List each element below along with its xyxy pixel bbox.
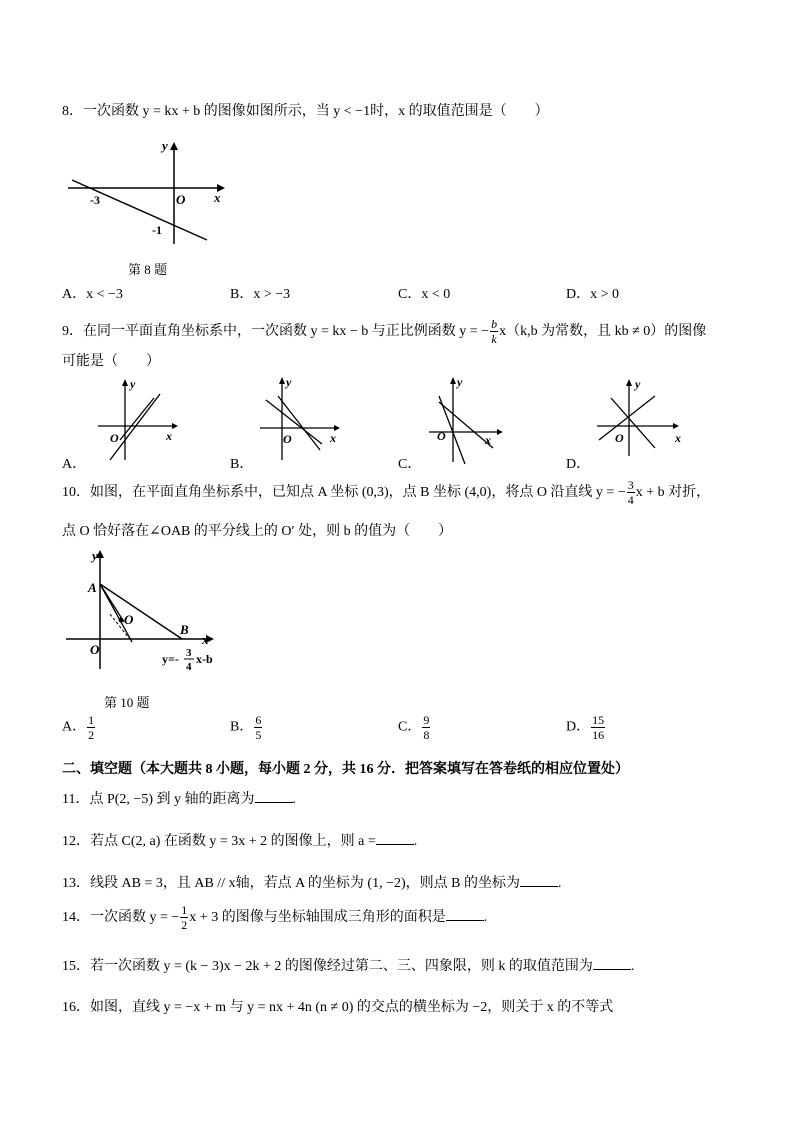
q9a-origin-label: O xyxy=(110,431,119,445)
q8-tick-minus1: -1 xyxy=(152,223,162,237)
q14-end: . xyxy=(483,910,488,925)
q9c-y-label: y xyxy=(457,375,463,389)
q10-option-c-num: 9 xyxy=(423,713,430,727)
q9-option-c[interactable]: C． xyxy=(398,457,422,472)
q15-end: . xyxy=(630,959,635,974)
q10-y-label: y xyxy=(92,548,98,563)
q8-option-a[interactable]: A．x < −3 xyxy=(62,287,123,302)
q8-stem: 8．一次函数 y = kx + b 的图像如图所示，当 y < −1时，x 的取值范围是（ ） xyxy=(62,104,549,119)
q9b-y-label: y xyxy=(286,375,292,389)
q9-frac-den: k xyxy=(491,332,497,347)
q9a-x-label: x xyxy=(166,429,172,443)
q9b-origin-label: O xyxy=(283,432,292,446)
q10-line-eq-num: 3 xyxy=(186,647,192,659)
q8-origin-label: O xyxy=(176,192,186,207)
q14-text-mid: x + 3 的图像与坐标轴围成三角形的面积是 xyxy=(189,910,446,925)
q8-caption: 第 8 题 xyxy=(128,262,168,277)
q12-answer-blank[interactable] xyxy=(376,832,414,845)
q8-option-c[interactable]: C．x < 0 xyxy=(398,287,451,302)
q8-tick-minus3: -3 xyxy=(90,193,100,207)
q9b-x-label: x xyxy=(330,431,336,445)
q8-y-label: y xyxy=(162,138,168,153)
q12-end: . xyxy=(413,834,418,849)
q14-line xyxy=(62,904,487,932)
q9-stem-line2: 可能是（ ） xyxy=(62,354,160,369)
q14-frac-den: 2 xyxy=(181,918,188,933)
q12-text: 12．若点 C(2, a) 在函数 y = 3x + 2 的图像上，则 a = xyxy=(62,834,376,849)
q9-stem-line1 xyxy=(62,318,706,346)
q10-stem-line2: 点 O 恰好落在∠OAB 的平分线上的 O′ 处，则 b 的值为（ ） xyxy=(62,524,453,539)
q9-stem-pre: 9．在同一平面直角坐标系中，一次函数 y = kx − b 与正比例函数 y = − xyxy=(62,324,490,339)
q10-fraction xyxy=(627,479,635,506)
q10-option-c-label: C． xyxy=(398,719,422,735)
q10-stem-pre: 10．如图，在平面直角坐标系中，已知点 A 坐标 (0,3)，点 B 坐标 (4,0)，将点 O 沿直线 y = − xyxy=(62,485,626,500)
q10-option-a-label: A． xyxy=(62,719,87,735)
q13-end: . xyxy=(557,876,562,891)
q13-text: 13．线段 AB = 3，且 AB // x轴，若点 A 的坐标为 (1, −2)，则点 B 的坐标为 xyxy=(62,876,520,891)
q10-point-b: B xyxy=(180,622,189,637)
q11-answer-blank[interactable] xyxy=(255,790,293,803)
q9-figure-b xyxy=(256,372,346,462)
q9a-y-label: y xyxy=(130,377,136,391)
q10-option-c-den: 8 xyxy=(423,728,430,742)
q10-frac-den: 4 xyxy=(627,493,634,508)
q8-option-b[interactable]: B．x > −3 xyxy=(230,287,291,302)
q9d-origin-label: O xyxy=(615,431,624,445)
q14-frac-num: 1 xyxy=(181,903,188,918)
q9-figure-c xyxy=(425,372,515,464)
q9d-x-label: x xyxy=(675,431,681,445)
q10-line-eq-den: 4 xyxy=(186,661,192,673)
q9-fraction xyxy=(490,318,498,345)
q9-option-d[interactable]: D． xyxy=(566,457,591,472)
q10-option-d-den: 16 xyxy=(592,728,605,742)
q9d-y-label: y xyxy=(635,377,641,391)
q10-stem-line1 xyxy=(62,478,710,508)
section-2-heading: 二、填空题（本大题共 8 小题，每小题 2 分，共 16 分．把答案填写在答卷纸的相应位置处） xyxy=(62,762,629,777)
q11-line xyxy=(62,788,296,808)
q9-option-a[interactable]: A． xyxy=(62,457,87,472)
q10-option-d[interactable] xyxy=(566,714,606,741)
q10-origin-label: O xyxy=(90,642,100,657)
q10-option-c[interactable] xyxy=(398,714,431,741)
q10-frac-num: 3 xyxy=(627,478,634,493)
q12-line xyxy=(62,830,417,850)
q10-caption: 第 10 题 xyxy=(104,695,150,710)
q10-option-b-num: 6 xyxy=(255,713,262,727)
q11-end: . xyxy=(292,792,296,807)
q16-stem: 16．如图，直线 y = −x + m 与 y = nx + 4n (n ≠ 0) 的交点的横坐标为 −2，则关于 x 的不等式 xyxy=(62,1000,614,1015)
q9-stem-post: x（k,b 为常数，且 kb ≠ 0）的图像 xyxy=(499,324,707,339)
q10-figure xyxy=(62,544,232,679)
q9c-x-label: x xyxy=(485,433,491,447)
q14-text-pre: 14．一次函数 y = − xyxy=(62,910,180,925)
q10-x-label: x xyxy=(202,632,209,647)
q10-option-d-num: 15 xyxy=(592,713,605,727)
q15-answer-blank[interactable] xyxy=(593,957,631,970)
q10-point-a: A xyxy=(88,580,97,595)
q15-text: 15．若一次函数 y = (k − 3)x − 2k + 2 的图像经过第二、三、四象限，则 k 的取值范围为 xyxy=(62,959,593,974)
q13-answer-blank[interactable] xyxy=(520,874,558,887)
q9-option-b[interactable]: B． xyxy=(230,457,254,472)
q10-option-d-label: D． xyxy=(566,719,591,735)
q14-answer-blank[interactable] xyxy=(446,908,484,921)
q11-text: 11．点 P(2, −5) 到 y 轴的距离为 xyxy=(62,792,255,807)
q8-figure xyxy=(62,136,232,256)
q9-figure-a xyxy=(92,374,182,464)
q10-option-b[interactable] xyxy=(230,714,263,741)
q10-line-eq-pre: y=- xyxy=(162,652,179,666)
q10-option-a-num: 1 xyxy=(88,713,95,727)
q13-line xyxy=(62,872,561,892)
q10-option-a[interactable] xyxy=(62,714,96,741)
q10-line-eq-post: x-b xyxy=(196,652,213,666)
q10-stem-post: x + b 对折， xyxy=(635,485,711,500)
q8-x-label: x xyxy=(214,190,221,205)
q10-option-b-label: B． xyxy=(230,719,254,735)
q9-frac-num: b xyxy=(491,317,498,332)
q10-option-b-den: 5 xyxy=(255,728,262,742)
q10-option-a-den: 2 xyxy=(88,728,95,742)
q8-option-d[interactable]: D．x > 0 xyxy=(566,287,620,302)
q9-figure-d xyxy=(593,374,688,464)
q15-line xyxy=(62,955,634,975)
q10-point-o-prime: O xyxy=(124,612,134,627)
q9c-origin-label: O xyxy=(437,429,446,443)
